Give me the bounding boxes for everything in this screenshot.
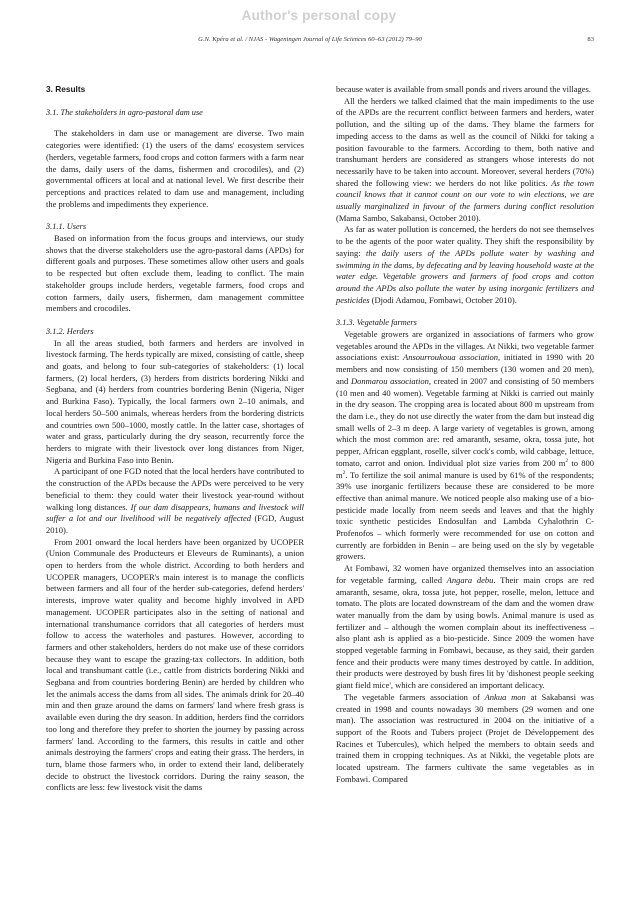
text-segment: Vegetable growers are organized in associations of farmers who grow vegetables around the APDs in the villages. At Nikki, two vegetable farmer associations exist: [336, 329, 594, 363]
quote: the daily users of the APDs pollute water by washing and swimming in the dams, by defecating and by leaving household waste at the water edge. Vegetable growers and farmers of food crops and cotton around the APDs also pollute the water by using inorganic fertilizers and pesticides [336, 247, 594, 305]
association-name: Angara debu [446, 574, 494, 585]
right-column [336, 84, 594, 785]
association-name: Ansourroukoua association [403, 352, 499, 363]
quote: As the town council knows that it cannot count on our vote to win elections, we are usually marginalized in favour of the farmers during conflict resolution [336, 177, 594, 212]
text-segment: , initiated in 1990 with 20 members and now consisting of 150 members (130 women and 20 men), and [336, 352, 594, 386]
paragraph-herders-1: In all the areas studied, both farmers and herders are involved in livestock farming. The herds typically are mixed, consisting of cattle, sheep and goats, and belong to four sub-categories of stakeholders: (1) local farmers, (2) local herders, (3) herders from districts bordering Nikki and Segbana, and (4) herders from countries bordering Benin (Nigeria, Niger and Burkina Faso). Typically, the local farmers own 2–10 animals, and local herders 50–500 animals, whereas herders from the bordering districts and countries own 500–1000, mostly cattle. In the latter case, shortages of water and grass, particularly during the dry season, recurrently force the herders to migrate with their livestock over long distances from Niger, Nigeria and Burkina Faso into Benin. [46, 337, 304, 465]
paragraph-herders-3: From 2001 onward the local herders have been organized by UCOPER (Union Communale des Producteurs et Eleveurs de Ruminants), a union open to herders from the whole district. According to both herders and UCOPER managers, UCOPER's main interest is to manage the conflicts between farmers and all four of the herder sub-categories, defend herders' interests, improve water quality and become highly involved in APD management. UCOPER participates also in the setting of national and international transhumance corridors that all categories of herders must follow to access the waterholes and pastures. However, according to farmers and other stakeholders, herders do not make use of these corridors because they want to escape the grazing-tax collectors. In addition, both local and transhumant cattle (i.e., cattle from districts bordering Nikki and Segbana and from countries bordering Benin) are herded by children who let the animals access the dams from all sides. The animals drink for 20–40 min and then graze around the dams on farmers' land where fresh grass is available even during the dry season. In addition, herders find the corridors too long and therefore they prefer to shorten the journey by passing across farmers' land. According to the farmers, this results in cattle and other animals destroying the farmers' crops and eating their grass. The herders, in turn, blame those farmers who, in order to extend their land, deliberately decide to obstruct the livestock corridors. During the rainy season, the conflicts are less: few livestock visit the dams [46, 536, 304, 793]
paragraph-herders-2 [46, 466, 304, 536]
paragraph-intro: The stakeholders in dam use or management are diverse. Two main categories were identified: (1) the users of the dams' ecosystem services (herders, vegetable farmers, food crops and cotton farmers with a farm near the dams, daily users of the dams, fishermen and crocodiles), and (2) governmental officers at local and at national level. We first describe their perceptions and practices related to dam use and management, including the problems and impediments they experience. [46, 128, 304, 209]
text-segment: The vegetable farmers association of [344, 691, 485, 702]
paragraph-impediments [336, 96, 594, 225]
superscript: 2 [565, 457, 569, 464]
paragraph-vegetable-3 [336, 692, 594, 786]
text-segment: to 800 m [336, 457, 594, 480]
text-segment: All the herders we talked claimed that the main impediments to the use of the APDs are the recurrent conflict between farmers and herders, water pollution, and the silting up of the dams. They blame the farmers for impeding access to the dams as well as the council of Nikki for taking a position favourable to the farmers. According to them, both native and transhumant herders are considered as strangers whose interests do not necessarily have to be taken into account. Moreover, several herders (70%) shared the following view: we herders do not like politics. [336, 95, 594, 188]
text-segment: (Mama Sambo, Sakabansi, October 2010). [336, 212, 481, 223]
text-segment: A participant of one FGD noted that the local herders have contributed to the construction of the APDs because the APDs were perceived to be very beneficial to them: they could water their livestock year-round without walking long distances. [46, 466, 304, 512]
text-segment: As far as water pollution is concerned, the herders do not see themselves to be the agents of the poor water quality. They shift the responsibility by saying: [336, 224, 594, 258]
journal-citation: G.N. Kpéra et al. / NJAS - Wageningen Journal of Life Sciences 60–63 (2012) 79–90 [198, 36, 422, 43]
paragraph-vegetable-2 [336, 563, 594, 692]
watermark: Author's personal copy [241, 8, 397, 23]
text-segment: at Sakabansi was created in 1998 and counts nowadays 30 members (29 women and one man). The association was restructured in 2004 on the initiative of a support of the Roots and Tubers project (Projet de Développement des Racines et Tubercules), which helped the members to obtain seeds and trained them in cropping techniques. As at Nikki, the vegetable plots are located upstream. The farmers cultivate the same vegetables as in Fombawi. Compared [336, 691, 594, 784]
paragraph-users: Based on information from the focus groups and interviews, our study shows that the diverse stakeholders use the agro-pastoral dams (APDs) for different goals and purposes. These sometimes allow other users and goals to be respected but often exclude them, leading to conflict. The main stakeholder groups include herders, vegetable farmers, food crops and cotton farmers, daily users, fishermen, dam management committee members and crocodiles. [46, 233, 304, 314]
text-segment: At Fombawi, 32 women have organized themselves into an association for vegetable farming, called [336, 563, 594, 585]
association-name: Donmarou association [350, 375, 429, 386]
text-segment: , created in 2007 and consisting of 50 members (10 men and 40 women). Vegetable farming at Nikki is carried out mainly in the dry season. The cropping area is located about 800 m upstream from the dam i.e., they do not use directly the water from the dam but instead dig small wells of 2–3 m deep. A large variety of vegetables is grown, among which the most common are: red amaranth, sesame, okra, tossa jute, hot pepper, African eggplant, roselle, silver cock's comb, wild cabbage, lettuce, tomato, carrot and onion. Individual plot size varies from 200 m [336, 375, 594, 468]
section-heading: 3. Results [46, 84, 86, 94]
text-segment: (FGD, August 2010). [46, 513, 304, 535]
left-column [46, 84, 304, 794]
paragraph-pollution [336, 224, 594, 306]
text-segment: (Djodi Adamou, Fombawi, October 2010). [369, 294, 517, 305]
herders-heading: 3.1.2. Herders [46, 326, 94, 336]
paragraph-vegetable-1 [336, 329, 594, 563]
superscript: 2 [342, 469, 346, 476]
users-heading: 3.1.1. Users [46, 222, 87, 232]
running-head [46, 36, 594, 48]
page-number: 83 [587, 36, 594, 43]
paragraph-continued: because water is available from small ponds and rivers around the villages. [336, 84, 591, 94]
quote: If our dam disappears, humans and livestock will suffer a lot and our livelihood will be negatively affected [46, 501, 304, 524]
text-segment: . To fertilize the soil animal manure is used by 61% of the respondents; 39% use inorganic fertilizers because these are considered to be more effective than animal manure. We noticed people also making use of a bio-pesticide made locally from neem seeds and leaves and that the highly toxic synthetic pesticides Endosulfan and Lambda Cyhalothrin C-Profenofos – which formerly were recommended for use on cotton and currently are forbidden in Benin – are being used on the sly by vegetable growers. [336, 469, 594, 562]
vegetable-farmers-heading: 3.1.3. Vegetable farmers [336, 318, 417, 328]
subsection-heading: 3.1. The stakeholders in agro-pastoral dam use [46, 107, 203, 117]
text-segment: . Their main crops are red amaranth, sesame, okra, tossa jute, hot pepper, roselle, melon, lettuce and tomato. The plots are located downstream of the dam and the women draw water manually from the dam by using bowls. Animal manure is used as fertilizer and – although the women complain about its ineffectiveness – also plant ash is applied as a bio-pesticide. Since 2009 the women have stopped vegetable farming in Fombawi, because, as they said, their garden fence and their products were many times destroyed by cattle. In addition, their products were destroyed by bush fires lit by 'dishonest people seeking giant field mice', which are considered an important delicacy. [336, 574, 594, 691]
association-name: Ankua mon [484, 691, 526, 702]
